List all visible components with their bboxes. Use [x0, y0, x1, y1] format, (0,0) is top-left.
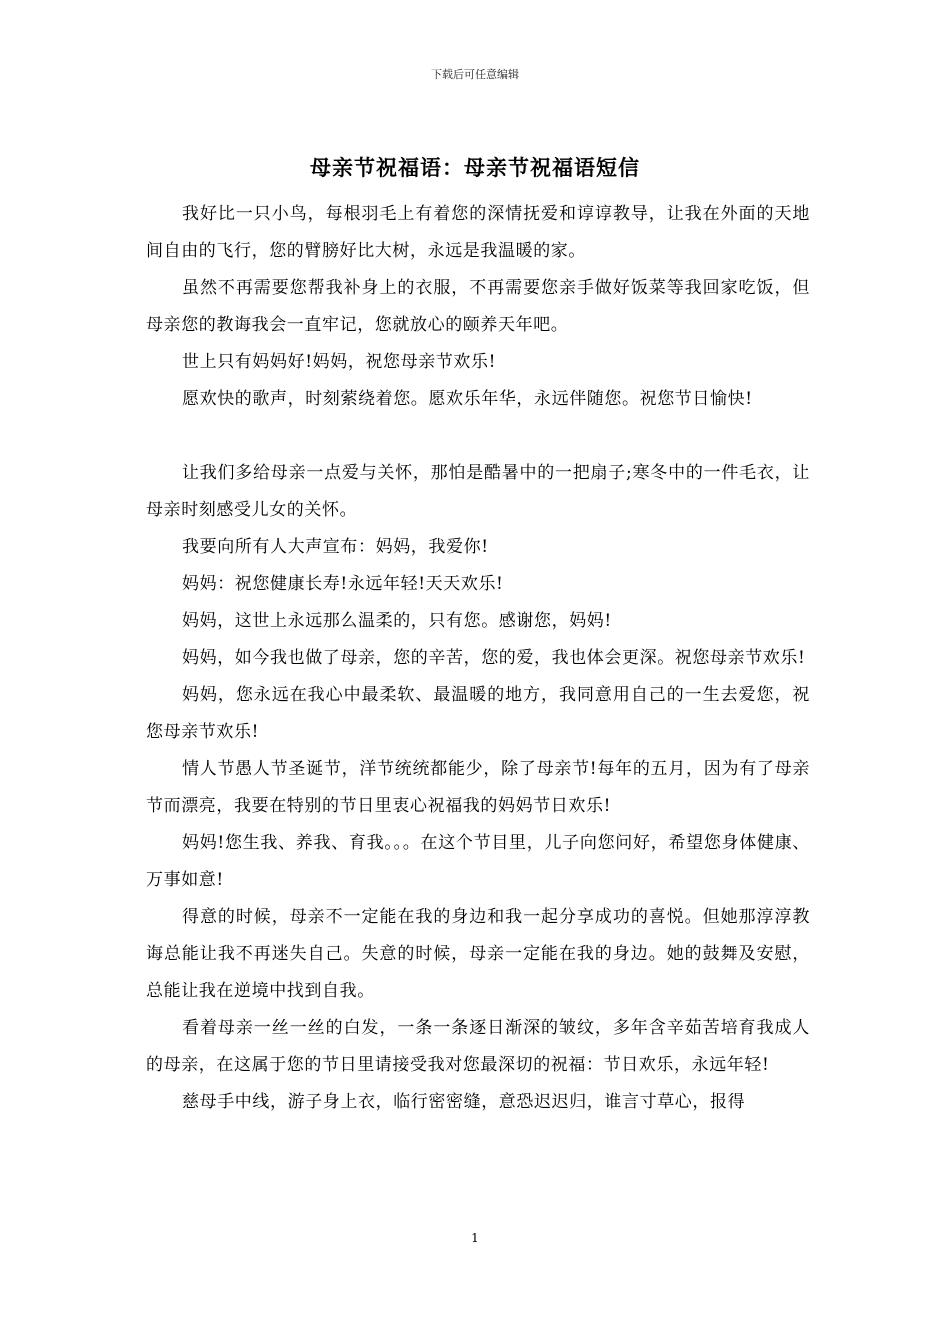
paragraph: 我好比一只小鸟，每根羽毛上有着您的深情抚爱和谆谆教导，让我在外面的天地间自由的飞行，您的臂膀好比大树，永远是我温暖的家。 [146, 204, 810, 261]
paragraph: 慈母手中线，游子身上衣，临行密密缝，意恐迟迟归，谁言寸草心，报得 [182, 1092, 746, 1112]
paragraph: 虽然不再需要您帮我补身上的衣服，不再需要您亲手做好饭菜等我回家吃饭，但母亲您的教诲我会一直牢记，您就放心的颐养天年吧。 [146, 278, 810, 335]
paragraph: 让我们多给母亲一点爱与关怀，那怕是酷暑中的一把扇子;寒冬中的一件毛衣，让母亲时刻感受儿女的关怀。 [146, 463, 810, 520]
paragraph: 愿欢快的歌声，时刻萦绕着您。愿欢乐年华，永远伴随您。祝您节日愉快! [182, 389, 753, 409]
document-title: 母亲节祝福语：母亲节祝福语短信 [310, 155, 640, 180]
paragraph: 妈妈：祝您健康长寿!永远年轻!天天欢乐! [182, 574, 504, 594]
header-note: 下载后可任意编辑 [431, 68, 519, 81]
document-body [146, 196, 810, 1121]
paragraph: 世上只有妈妈好!妈妈，祝您母亲节欢乐! [182, 352, 497, 372]
paragraph: 妈妈，如今我也做了母亲，您的辛苦，您的爱，我也体会更深。祝您母亲节欢乐! [182, 648, 806, 668]
paragraph: 我要向所有人大声宣布：妈妈，我爱你! [182, 537, 489, 557]
paragraph: 情人节愚人节圣诞节，洋节统统都能少，除了母亲节!每年的五月，因为有了母亲节而漂亮，我要在特别的节日里衷心祝福我的妈妈节日欢乐! [146, 759, 810, 816]
page-number: 1 [471, 1231, 479, 1245]
paragraph: 妈妈!您生我、养我、育我。。。在这个节目里，儿子向您问好，希望您身体健康、万事如意! [146, 833, 810, 890]
paragraph: 妈妈，这世上永远那么温柔的，只有您。感谢您，妈妈! [182, 611, 612, 631]
paragraph: 妈妈，您永远在我心中最柔软、最温暖的地方，我同意用自己的一生去爱您，祝您母亲节欢乐! [146, 685, 810, 742]
paragraph: 得意的时候，母亲不一定能在我的身边和我一起分享成功的喜悦。但她那淳淳教诲总能让我不再迷失自己。失意的时候，母亲一定能在我的身边。她的鼓舞及安慰，总能让我在逆境中找到自我。 [146, 907, 810, 1001]
blank-line [146, 418, 810, 455]
paragraph: 看着母亲一丝一丝的白发，一条一条逐日渐深的皱纹，多年含辛茹苦培育我成人的母亲，在这属于您的节日里请接受我对您最深切的祝福：节日欢乐，永远年轻! [146, 1018, 810, 1075]
